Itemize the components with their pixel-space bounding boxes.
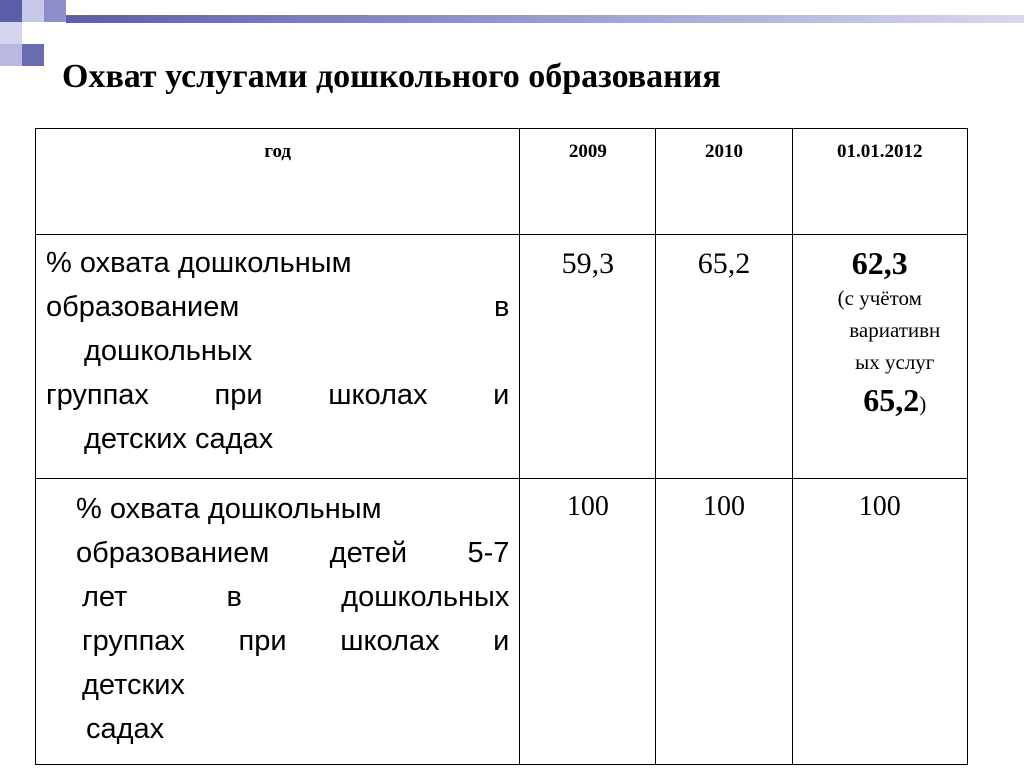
value-cell: 59,3 [520, 235, 656, 479]
decor-square [22, 44, 44, 66]
coverage-table [35, 128, 968, 765]
slide-title: Охват услугами дошкольного образования [62, 58, 721, 95]
decor-square [22, 22, 44, 44]
note-value: 65,2 [863, 382, 920, 418]
table-row [36, 235, 968, 479]
value-note: (с учётом вариативн ых услуг 65,2) [837, 286, 941, 418]
table-row [36, 479, 968, 765]
decor-square [44, 0, 66, 22]
header-year-2009: 2009 [520, 129, 656, 235]
header-year-2010: 2010 [656, 129, 792, 235]
decor-square [22, 0, 44, 22]
decor-square [0, 44, 22, 66]
value-cell: 100 [656, 479, 792, 765]
value-cell [792, 235, 967, 479]
row-label-cell [36, 479, 520, 765]
value-cell: 100 [520, 479, 656, 765]
row-label: % охвата дошкольным образованием детей 5-7 лет в дошкольных группах при школах и детских садах [76, 493, 510, 745]
decor-square [0, 0, 22, 22]
header-year-label: год [36, 129, 520, 235]
row-label: % охвата дошкольным образованием в дошкольных группах при школах и детских садах [46, 247, 510, 455]
value-cell: 65,2 [656, 235, 792, 479]
value-main: 62,3 [851, 245, 908, 281]
header-year-2012: 01.01.2012 [792, 129, 967, 235]
value-cell: 100 [792, 479, 967, 765]
table-header-row [36, 129, 968, 235]
decor-bar [66, 15, 1024, 23]
row-label-cell [36, 235, 520, 479]
decor-square [0, 22, 22, 44]
